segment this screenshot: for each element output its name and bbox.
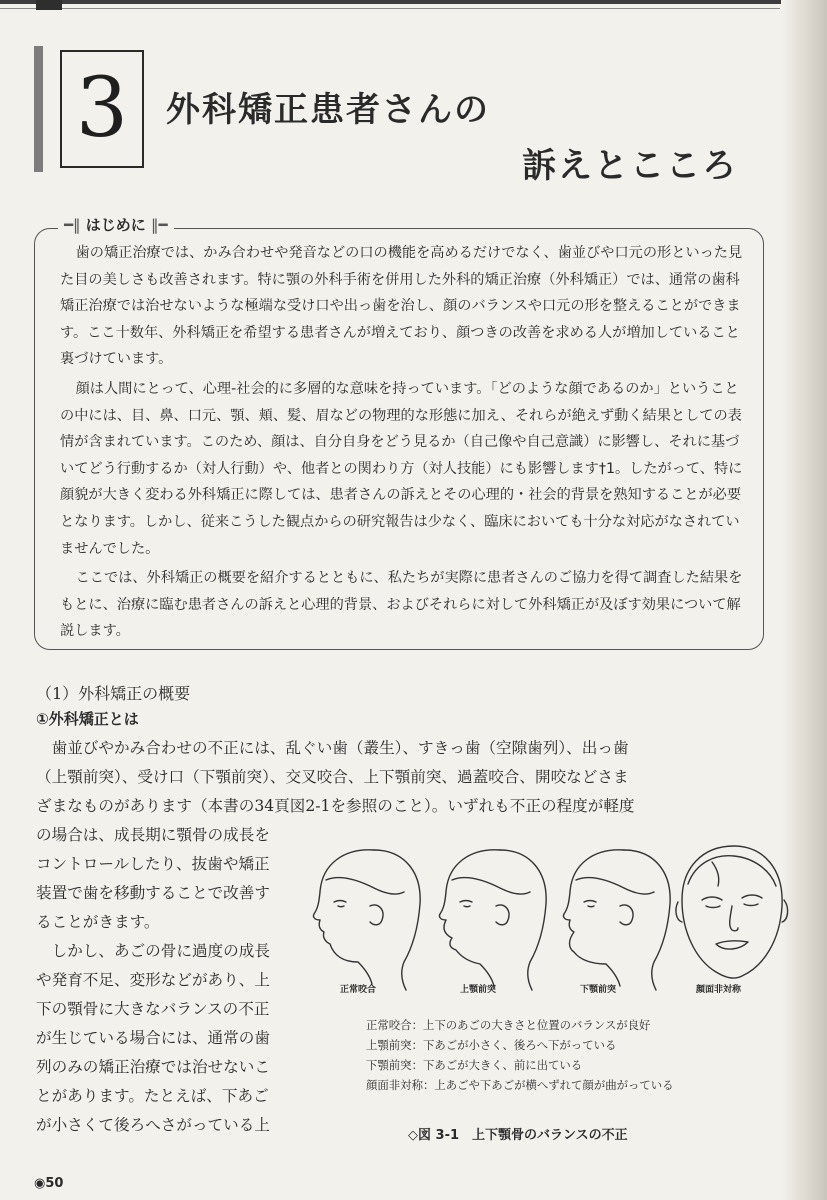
figure-label: 顔面非対称 xyxy=(696,985,742,995)
legend-line: 上顎前突：下あごが小さく、後ろへ下がっている xyxy=(366,1038,617,1052)
face-illustrations xyxy=(300,836,800,996)
figure-label: 正常咬合 xyxy=(340,985,377,995)
body-line: が生じている場合には、通常の歯 xyxy=(36,1029,270,1047)
face-profile-figure xyxy=(300,836,800,996)
body-line: や発育不足、変形などがあり、上 xyxy=(36,971,270,989)
profile-maxillary-protrusion-illustration xyxy=(439,850,546,990)
body-line: コントロールしたり、抜歯や矯正 xyxy=(36,855,270,873)
intro-label-bars-left: ━‖ xyxy=(64,216,81,234)
intro-paragraph: 顔は人間にとって、心理-社会的に多層的な意味を持っています。「どのような顔であるのか」ということの中には、目、鼻、口元、顎、頬、髪、眉などの物理的な形態に加え、それらが絶えず動く結果としての表情が含まれています。このため、顔は、自分自身をどう見るか（自己像や自己意識）に影響し、それに基づいてどう行動するか（対人行動）や、他者との関わり方（対人技能）にも影響します†1。したがって、特に顔貌が大きく変わる外科矯正に際しては、患者さんの訴えとその心理的・社会的背景を熟知することが必要となります。しかし、従来こうした観点からの研究報告は少なく、臨床においても十分な対応がなされていませんでした。 xyxy=(60,380,743,557)
body-line: しかし、あごの骨に過度の成長 xyxy=(36,942,270,960)
figure-legend xyxy=(366,1015,674,1095)
top-rule-thin xyxy=(0,8,780,9)
body-line: とがあります。たとえば、下あご xyxy=(36,1087,269,1105)
intro-paragraph: ここでは、外科矯正の概要を紹介するとともに、私たちが実際に患者さんのご協力を得て調査した結果をもとに、治療に臨む患者さんの訴えと心理的背景、およびそれらに対して外科矯正が及ぼす効果について解説します。 xyxy=(60,570,743,640)
section-subheading: ①外科矯正とは xyxy=(36,710,139,728)
frontal-asymmetry-illustration xyxy=(676,846,788,978)
chapter-bar xyxy=(34,46,43,172)
figure-label: 下顎前突 xyxy=(580,985,617,995)
page-edge-shadow xyxy=(781,0,827,1200)
intro-label-text: はじめに xyxy=(85,216,146,234)
top-rule xyxy=(0,0,827,4)
body-line: 下の顎骨に大きなバランスの不正 xyxy=(36,1000,270,1018)
body-line: 歯並びやかみ合わせの不正には、乱ぐい歯（叢生）、すきっ歯（空隙歯列）、出っ歯 xyxy=(36,739,629,757)
section-heading: （1）外科矯正の概要 xyxy=(36,684,191,703)
legend-line: 顔面非対称：上あごや下あごが横へずれて顔が曲がっている xyxy=(366,1078,674,1092)
chapter-title-line1: 外科矯正患者さんの xyxy=(166,90,490,130)
figure-caption: ◇図 3-1 上下顎骨のバランスの不正 xyxy=(408,1128,628,1143)
legend-line: 正常咬合：上下のあごの大きさと位置のバランスが良好 xyxy=(366,1018,651,1032)
intro-paragraph: 歯の矯正治療では、かみ合わせや発音などの口の機能を高めるだけでなく、歯並びや口元の形といった見た目の美しさも改善されます。特に顎の外科手術を併用した外科的矯正治療（外科矯正）では、通常の歯科矯正治療では治せないような極端な受け口や出っ歯を治し、顔のバランスや口元の形を整えることができます。ここ十数年、外科矯正を希望する患者さんが増えており、顔つきの改善を求める人が増加していること裏づけています。 xyxy=(60,245,743,368)
body-line: （上顎前突）、受け口（下顎前突）、交叉咬合、上下顎前突、過蓋咬合、開咬などさま xyxy=(36,768,629,786)
body-line: ることがきます。 xyxy=(36,913,160,931)
legend-line: 下顎前突：下あごが大きく、前に出ている xyxy=(366,1058,583,1072)
top-tab xyxy=(36,0,62,10)
body-line: 装置で歯を移動することで改善す xyxy=(36,884,270,902)
intro-label xyxy=(58,214,174,235)
body-line: の場合は、成長期に顎骨の成長を xyxy=(36,826,270,844)
chapter-number: 3 xyxy=(75,61,129,156)
body-text-wide xyxy=(36,734,676,821)
intro-text xyxy=(60,240,752,645)
body-text-narrow xyxy=(36,821,292,1140)
body-line: が小さくて後ろへさがっている上 xyxy=(36,1116,270,1134)
profile-normal-illustration xyxy=(313,850,420,990)
intro-label-bars-right: ‖━ xyxy=(151,216,168,234)
page-number: ◉50 xyxy=(34,1176,64,1191)
figure-label: 上顎前突 xyxy=(460,985,497,995)
body-line: 列のみの矯正治療では治せないこ xyxy=(36,1058,270,1076)
profile-mandibular-protrusion-illustration xyxy=(563,850,670,990)
chapter-title-line2: 訴えとこころ xyxy=(522,146,738,186)
body-line: ざまなものがあります（本書の34頁図2-1を参照のこと）。いずれも不正の程度が軽度 xyxy=(36,797,635,815)
